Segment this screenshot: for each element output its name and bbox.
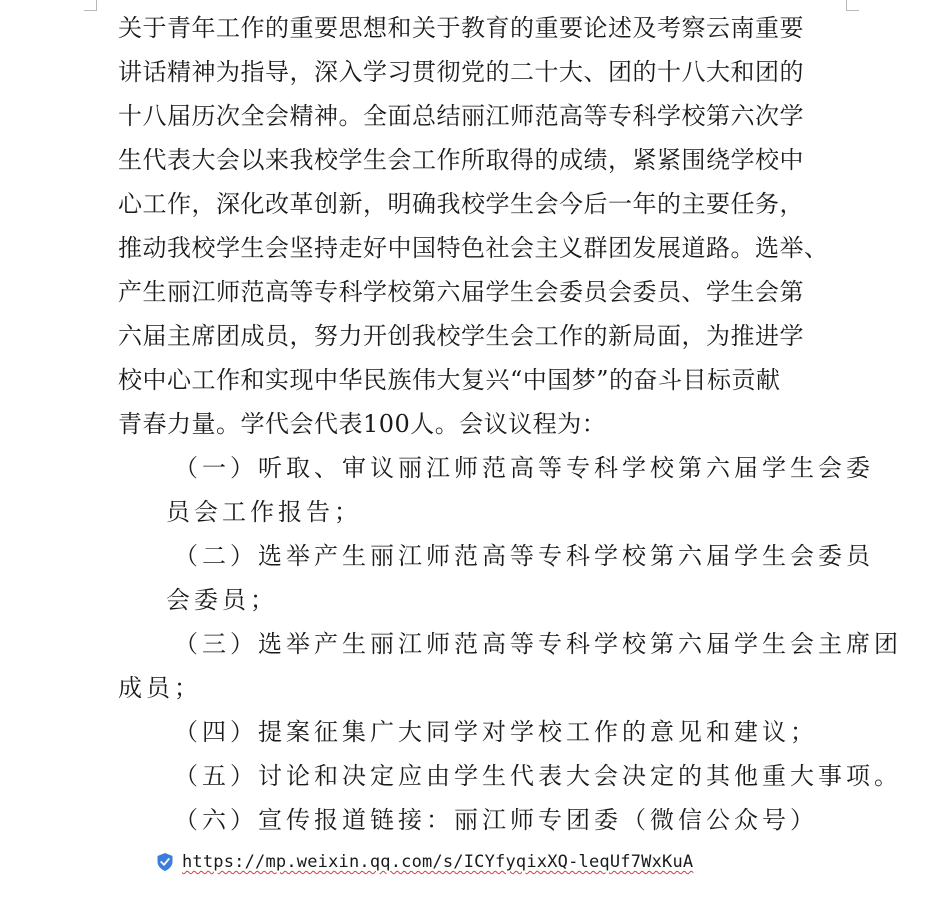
paragraph-line: 校中心工作和实现中华民族伟大复兴“中国梦”的奋斗目标贡献 [118, 366, 781, 394]
paragraph-line: 关于青年工作的重要思想和关于教育的重要论述及考察云南重要 [118, 14, 804, 42]
wechat-article-link[interactable]: https://mp.weixin.qq.com/s/ICYfyqixXQ-leqUf7WxKuA [182, 852, 694, 872]
agenda-item-2: （二）选举产生丽江师范高等专科学校第六届学生会委员 [174, 542, 874, 570]
agenda-item-4: （四）提案征集广大同学对学校工作的意见和建议； [174, 718, 818, 746]
page-margin-corner-left [84, 0, 97, 11]
paragraph-line: 心工作，深化改革创新，明确我校学生会今后一年的主要任务， [118, 190, 804, 218]
document-body [118, 6, 902, 842]
paragraph-line: 产生丽江师范高等专科学校第六届学生会委员会委员、学生会第 [118, 278, 804, 306]
agenda-item-3-continued: 成员； [118, 674, 202, 702]
shield-check-icon [156, 852, 174, 872]
agenda-item-1: （一）听取、审议丽江师范高等专科学校第六届学生会委 [174, 454, 874, 482]
paragraph-line: 六届主席团成员，努力开创我校学生会工作的新局面，为推进学 [118, 322, 804, 350]
paragraph-line: 生代表大会以来我校学生会工作所取得的成绩，紧紧围绕学校中 [118, 146, 804, 174]
paragraph-line: 讲话精神为指导，深入学习贯彻党的二十大、团的十八大和团的 [118, 58, 804, 86]
agenda-item-5: （五）讨论和决定应由学生代表大会决定的其他重大事项。 [174, 762, 902, 790]
paragraph-line: 十八届历次全会精神。全面总结丽江师范高等专科学校第六次学 [118, 102, 804, 130]
page-margin-corner-right [846, 0, 859, 11]
agenda-item-6: （六）宣传报道链接：丽江师专团委（微信公众号） [174, 806, 818, 834]
agenda-item-3: （三）选举产生丽江师范高等专科学校第六届学生会主席团 [174, 630, 902, 658]
agenda-item-1-continued: 员会工作报告； [166, 498, 362, 526]
paragraph-line: 青春力量。学代会代表100人。会议议程为： [118, 410, 607, 438]
link-row [156, 848, 693, 876]
agenda-item-2-continued: 会委员； [166, 586, 278, 614]
paragraph-line: 推动我校学生会坚持走好中国特色社会主义群团发展道路。选举、 [118, 234, 829, 262]
